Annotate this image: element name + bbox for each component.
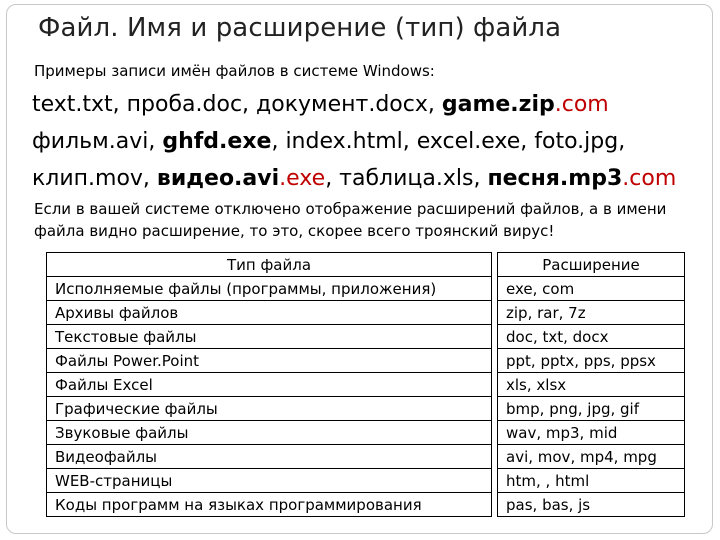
example-text: , index.html, excel.exe, foto.jpg, (271, 129, 626, 154)
table-row (47, 445, 685, 469)
example-text: game.zip (441, 92, 555, 117)
table-row (47, 493, 685, 517)
file-types-table (46, 252, 685, 517)
cell-file-type: Коды программ на языках программирования (47, 493, 492, 517)
extension-highlight: .exe (279, 166, 326, 191)
example-text: ghfd.exe (162, 129, 272, 154)
cell-file-type: Графические файлы (47, 397, 492, 421)
extension-highlight: .com (554, 92, 609, 117)
example-text: песня.mp3 (487, 166, 623, 191)
trojan-warning: Если в вашей системе отключено отображение расширений файлов, а в имени файла видно расширение, то это, скорее всего троянский вирус! (34, 200, 667, 240)
header-file-type: Тип файла (47, 253, 492, 277)
cell-file-type: Текстовые файлы (47, 325, 492, 349)
cell-file-type: Исполняемые файлы (программы, приложения) (47, 277, 492, 301)
cell-file-type: Звуковые файлы (47, 421, 492, 445)
table-row (47, 301, 685, 325)
example-text: text.txt, проба.doc, документ.docx, (32, 92, 442, 117)
table-row (47, 277, 685, 301)
table-row (47, 349, 685, 373)
example-text: фильм.avi, (32, 129, 163, 154)
page-title: Файл. Имя и расширение (тип) файла (38, 13, 562, 43)
table-row (47, 325, 685, 349)
example-text: видео.avi (156, 166, 280, 191)
intro-text: Примеры записи имён файлов в системе Windows: (34, 62, 435, 80)
examples-line-1 (32, 86, 676, 123)
cell-extension: pas, bas, js (498, 493, 685, 517)
cell-file-type: WEB-страницы (47, 469, 492, 493)
cell-extension: ppt, pptx, pps, ppsx (498, 349, 685, 373)
example-text: , таблица.xls, (325, 166, 488, 191)
cell-file-type: Архивы файлов (47, 301, 492, 325)
table-row (47, 469, 685, 493)
examples-line-2 (32, 123, 676, 160)
cell-extension: exe, com (498, 277, 685, 301)
cell-extension: wav, mp3, mid (498, 421, 685, 445)
table-row (47, 373, 685, 397)
header-extension: Расширение (498, 253, 685, 277)
cell-extension: zip, rar, 7z (498, 301, 685, 325)
cell-file-type: Файлы Excel (47, 373, 492, 397)
cell-file-type: Видеофайлы (47, 445, 492, 469)
table-row (47, 397, 685, 421)
filename-examples (32, 86, 676, 197)
cell-extension: doc, txt, docx (498, 325, 685, 349)
cell-file-type: Файлы Power.Point (47, 349, 492, 373)
extension-highlight: .com (622, 166, 677, 191)
cell-extension: bmp, png, jpg, gif (498, 397, 685, 421)
table-header-row (47, 253, 685, 277)
example-text: клип.mov, (32, 166, 157, 191)
examples-line-3 (32, 160, 676, 197)
cell-extension: xls, xlsx (498, 373, 685, 397)
table-row (47, 421, 685, 445)
cell-extension: avi, mov, mp4, mpg (498, 445, 685, 469)
cell-extension: htm, , html (498, 469, 685, 493)
